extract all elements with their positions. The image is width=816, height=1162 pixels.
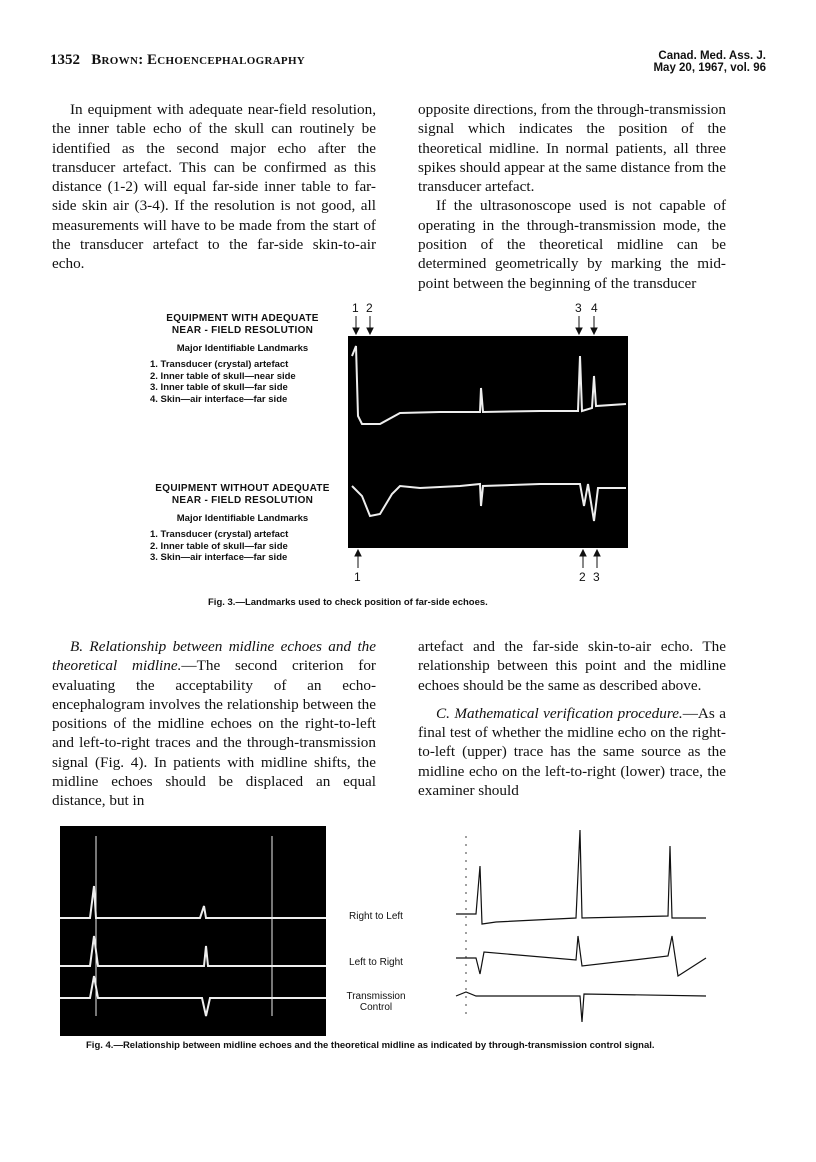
section-c-body: —As a final test of whether the midline echo on the right-to-left (upper) trace has the same source as the midline echo on the left-to-right (lower) trace, the examiner should: [418, 704, 726, 800]
fig3-legend-inadequate: [150, 483, 335, 564]
fig4-label-right-to-left: Right to Left: [349, 911, 403, 922]
paragraph: If the ultrasonoscope used is not capable of operating in the through-transmission mode, the position of the theoretical midline can be determined geometrically by marking the mid-point between the beginning of the transducer: [418, 197, 726, 292]
fig3-marker-bottom-2: 2: [579, 570, 586, 584]
column-2-text: [418, 100, 726, 293]
journal-line-1: Canad. Med. Ass. J.: [658, 50, 766, 62]
fig3-marker-top-1: 1: [352, 301, 359, 315]
section-heading-c: C. Mathematical verification procedure.: [436, 704, 683, 722]
fig3-block1-title-2: NEAR - FIELD RESOLUTION: [171, 325, 314, 336]
fig4-caption: Fig. 4.—Relationship between midline echoes and the theoretical midline as indicated by through-transmission control signal.: [86, 1040, 655, 1051]
fig4-oscillogram-photo: [60, 826, 326, 1036]
fig4-trace-drawing: [436, 826, 712, 1026]
fig3-bottom-arrows: [355, 550, 600, 568]
page-number: 1352: [50, 52, 80, 68]
column-3-text: [52, 637, 376, 811]
section-heading-b: B. Relationship between midline echoes and the theoretical midline.: [52, 638, 376, 675]
running-header: 1352 Brown: Echoencephalography: [50, 52, 306, 68]
fig3-caption: Fig. 3.—Landmarks used to check position of far-side echoes.: [208, 597, 488, 608]
fig4-label-transmission-control: [336, 991, 416, 1013]
paragraph: In equipment with adequate near-field resolution, the inner table echo of the skull can routinely be identified as the second major echo after the transducer artefact. This can be confirmed as this distance (1-2) will equal far-side inner table to far-side skin air (3-4). If the resolution is not good, all measurements will have to be made from the start of the transducer artefact to the far-side skin-to-air echo.: [52, 101, 376, 273]
fig3-oscillogram: [340, 316, 632, 568]
paragraph: artefact and the far-side skin-to-air echo. The relationship between this point and the midline echoes should be the same as described above.: [418, 638, 726, 694]
fig3-top-arrows: [353, 316, 597, 334]
fig3-screen: [348, 336, 628, 548]
paragraph: opposite directions, from the through-transmission signal which indicates the position of the theoretical midline. In normal patients, all three spikes should appear at the same distance from the transducer artefact.: [418, 101, 726, 196]
fig3-block2-subtitle: Major Identifiable Landmarks: [176, 513, 309, 524]
list-item: 1. Transducer (crystal) artefact: [150, 529, 289, 540]
journal-line-2: May 20, 1967, vol. 96: [653, 62, 766, 74]
journal-citation: [653, 50, 766, 74]
fig3-block1-list: [150, 359, 335, 405]
fig3-marker-bottom-1: 1: [354, 570, 361, 584]
column-4-text: [418, 637, 726, 800]
list-item: 3. Inner table of skull—far side: [150, 382, 288, 393]
list-item: 2. Inner table of skull—far side: [150, 540, 288, 552]
list-item: 4. Skin—air interface—far side: [150, 393, 288, 405]
list-item: 2. Inner table of skull—near side: [150, 370, 296, 382]
fig3-marker-top-2: 2: [366, 301, 373, 315]
fig4-label-left-to-right: Left to Right: [349, 957, 403, 968]
fig3-block2-title-2: NEAR - FIELD RESOLUTION: [171, 495, 314, 506]
section-b-body: —The second criterion for evaluating the acceptability of an echo-encephalogram involves the relationship between the positions of the midline echoes on the right-to-left and left-to-right traces and the through-transmission signal (Fig. 4). In patients with midline shifts, the midline echoes should be displaced an equal distance, but in: [52, 657, 376, 810]
paragraph: [52, 637, 376, 811]
author-name: Brown: [91, 52, 139, 68]
fig3-marker-top-3: 3: [575, 301, 582, 315]
fig3-marker-top-4: 4: [591, 301, 598, 315]
paragraph: [418, 704, 726, 800]
fig4-label-transmission: Transmission: [346, 991, 406, 1002]
fig3-legend-adequate: [150, 313, 335, 405]
fig3-block2-title-1: EQUIPMENT WITHOUT ADEQUATE: [155, 483, 330, 494]
fig3-marker-bottom-3: 3: [593, 570, 600, 584]
list-item: 1. Transducer (crystal) artefact: [150, 359, 289, 370]
article-title: Echoencephalography: [146, 52, 306, 68]
fig3-block2-list: [150, 529, 335, 564]
fig3-block1-subtitle: Major Identifiable Landmarks: [176, 343, 309, 354]
list-item: 3. Skin—air interface—far side: [150, 552, 288, 563]
fig4-label-control: Control: [359, 1002, 393, 1013]
column-1-text: [52, 100, 376, 274]
fig3-block1-title-1: EQUIPMENT WITH ADEQUATE: [166, 313, 319, 324]
